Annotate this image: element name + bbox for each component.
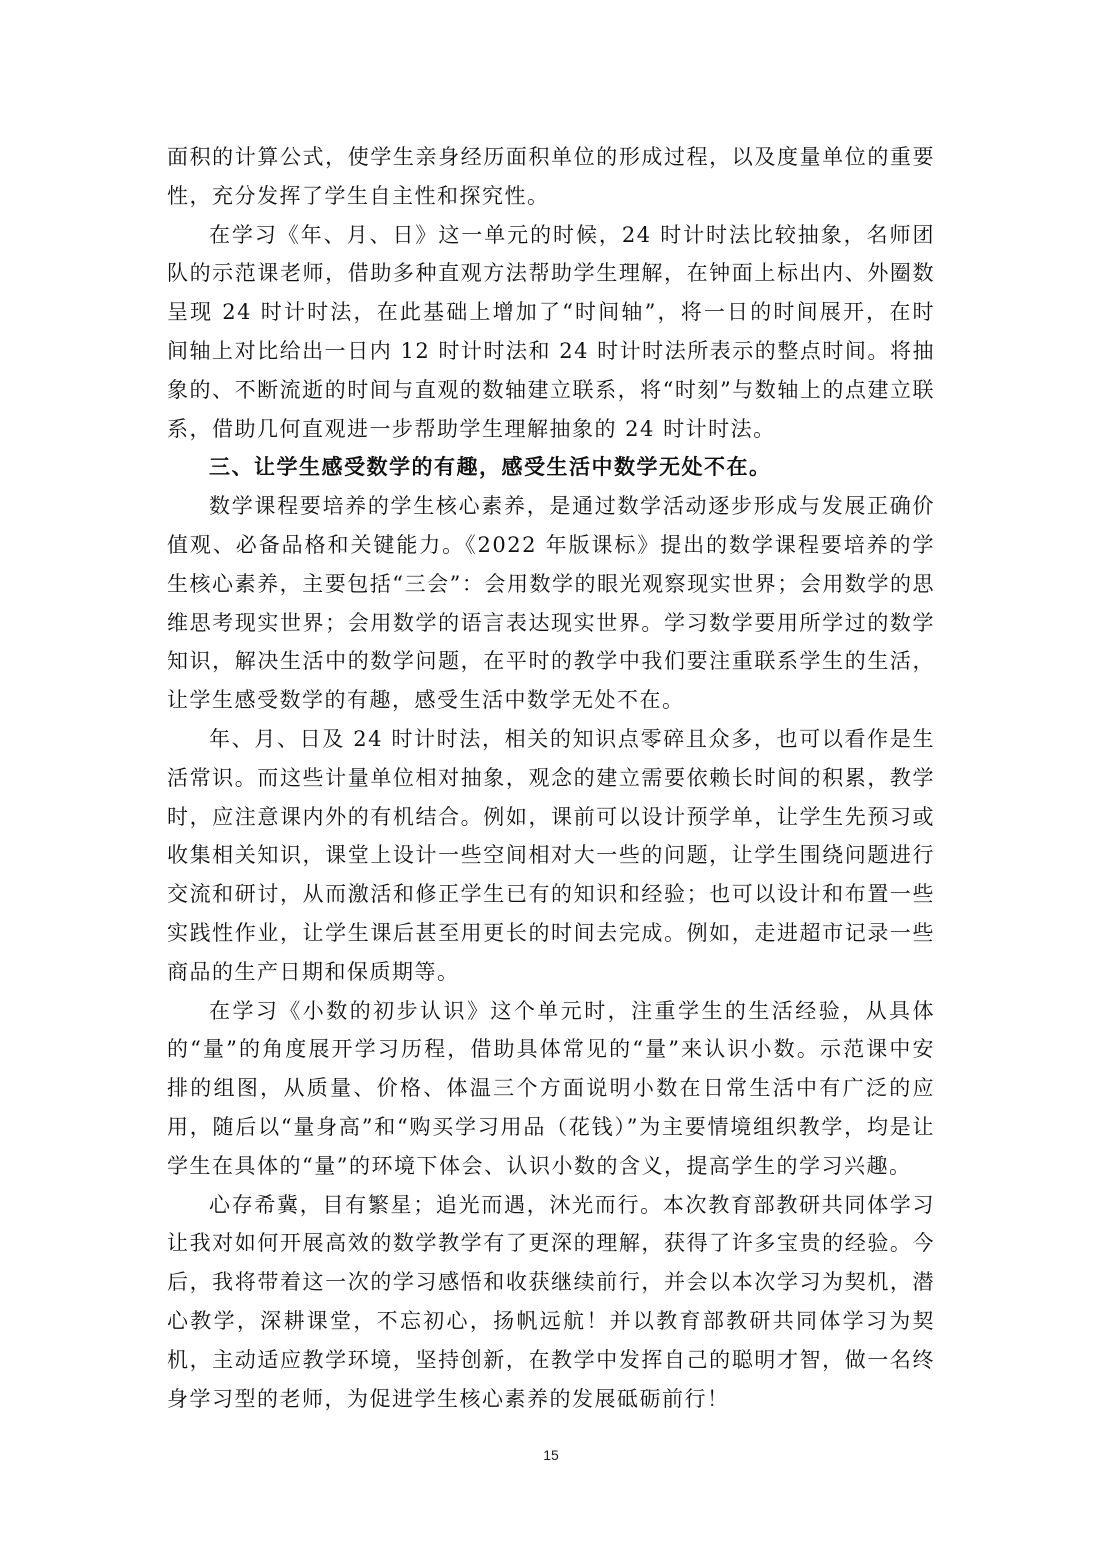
paragraph-24-hour-clock: 在学习《年、月、日》这一单元的时候，24 时计时法比较抽象，名师团队的示范课老师，借助多种直观方法帮助学生理解，在钟面上标出内、外圈数呈现 24 时计时法，在此基础上增加了“时间轴”，将一日的时间展开，在时间轴上对比给出一日内 12 时计时法和 24 时计时法所表示的整点时间。将抽象的、不断流逝的时间与直观的数轴建立联系，将“时刻”与数轴上的点建立联系，借助几何直观进一步帮助学生理解抽象的 24 时计时法。 — [167, 222, 935, 441]
paragraph-continuation: 面积的计算公式，使学生亲身经历面积单位的形成过程，以及度量单位的重要性，充分发挥了学生自主性和探究性。 — [167, 145, 935, 208]
paragraph-conclusion: 心存希冀，目有繁星；追光而遇，沐光而行。本次教育部教研共同体学习让我对如何开展高效的数学教学有了更深的理解，获得了许多宝贵的经验。今后，我将带着这一次的学习感悟和收获继续前行，并会以本次学习为契机，潜心教学，深耕课堂，不忘初心，扬帆远航！并以教育部教研共同体学习为契机，主动适应教学环境，坚持创新，在教学中发挥自己的聪明才智，做一名终身学习型的老师，为促进学生核心素养的发展砥砺前行！ — [167, 1192, 935, 1411]
document-page — [167, 138, 935, 1418]
page-number: 15 — [543, 1447, 559, 1463]
section-heading-three: 三、让学生感受数学的有趣，感受生活中数学无处不在。 — [209, 455, 772, 480]
paragraph-decimals: 在学习《小数的初步认识》这个单元时，注重学生的生活经验，从具体的“量”的角度展开学习历程，借助具体常见的“量”来认识小数。示范课中安排的组图，从质量、价格、体温三个方面说明小数在日常生活中有广泛的应用，随后以“量身高”和“购买学习用品（花钱）”为主要情境组织教学，均是让学生在具体的“量”的环境下体会、认识小数的含义，提高学生的学习兴趣。 — [167, 998, 935, 1178]
paragraph-core-literacy: 数学课程要培养的学生核心素养，是通过数学活动逐步形成与发展正确价值观、必备品格和关键能力。《2022 年版课标》提出的数学课程要培养的学生核心素养，主要包括“三会”：会用数学的眼光观察现实世界；会用数学的思维思考现实世界；会用数学的语言表达现实世界。学习数学要用所学过的数学知识，解决生活中的数学问题，在平时的教学中我们要注重联系学生的生活，让学生感受数学的有趣，感受生活中数学无处不在。 — [167, 494, 935, 713]
paragraph-units-of-time: 年、月、日及 24 时计时法，相关的知识点零碎且众多，也可以看作是生活常识。而这些计量单位相对抽象，观念的建立需要依赖长时间的积累，教学时，应注意课内外的有机结合。例如，课前可以设计预学单，让学生先预习或收集相关知识，课堂上设计一些空间相对大一些的问题，让学生围绕问题进行交流和研讨，从而激活和修正学生已有的知识和经验；也可以设计和布置一些实践性作业，让学生课后甚至用更长的时间去完成。例如，走进超市记录一些商品的生产日期和保质期等。 — [167, 726, 935, 984]
